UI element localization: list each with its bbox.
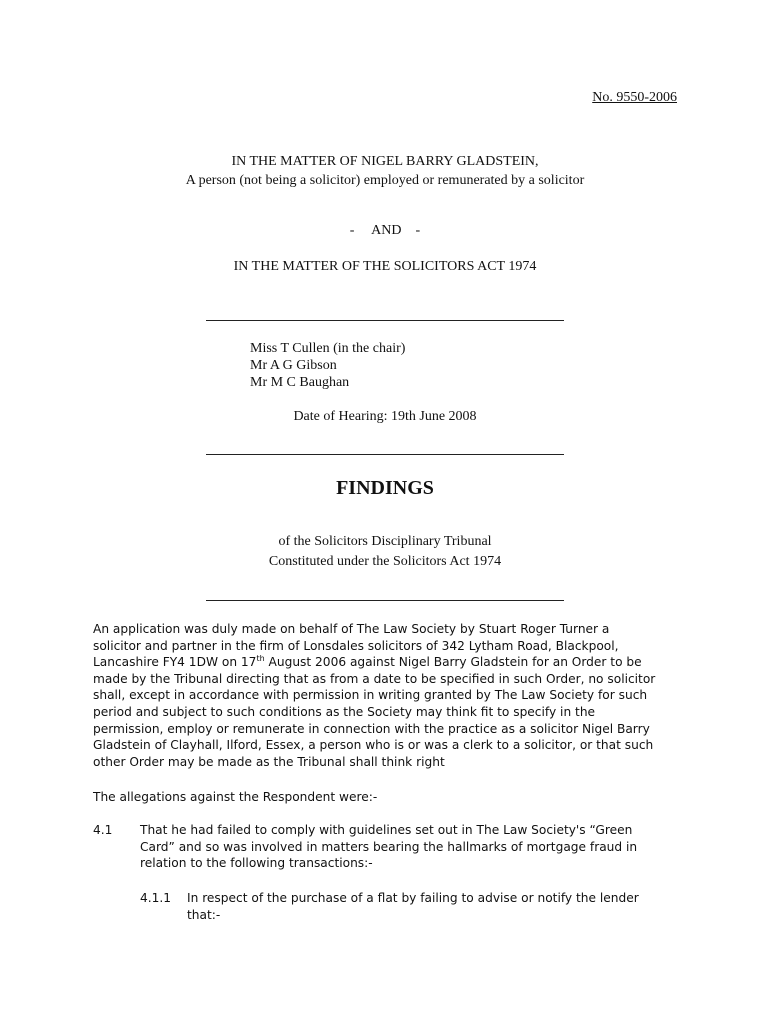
paragraph-line: An application was duly made on behalf of The Law Society by Stuart Roger Turner a [93,622,610,636]
paragraph-line: permission, employ or remunerate in connection with the practice as a solicitor Nigel Barry [93,721,650,736]
paragraph-line: other Order may be made as the Tribunal shall think right [93,754,445,769]
matter-subheading: A person (not being a solicitor) employed or remunerated by a solicitor [185,173,585,188]
paragraph-line: solicitor and partner in the firm of Lonsdales solicitors of 342 Lytham Road, Blackpool, [93,638,619,653]
allegation-line: Card” and so was involved in matters bearing the hallmarks of mortgage fraud in [140,839,638,854]
allegation-line: relation to the following transactions:- [140,856,373,871]
paragraph-line [93,654,683,671]
paragraph-line: made by the Tribunal directing that as from a date to be specified in such Order, no solicitor [93,671,656,686]
sub-allegation-number: 4.1.1 [140,891,172,905]
panel-member: Mr M C Baughan [250,375,350,390]
paragraph-line: shall, except in accordance with permission in writing granted by The Law Society for such [93,688,648,703]
paragraph-line: Gladstein of Clayhall, Ilford, Essex, a person who is or was a clerk to a solicitor, or that such [93,738,654,753]
paragraph-text: Lancashire FY4 1DW on 17 [93,655,257,670]
act-heading: IN THE MATTER OF THE SOLICITORS ACT 1974 [233,259,537,274]
divider-rule [206,454,564,455]
tribunal-line: Constituted under the Solicitors Act 1974 [268,554,502,569]
panel-member: Miss T Cullen (in the chair) [250,341,406,356]
divider-rule [206,320,564,321]
paragraph-line: period and subject to such conditions as the Society may think fit to specify in the [93,704,596,719]
paragraph-text: August 2006 against Nigel Barry Gladstein for an Order to be [264,655,642,670]
allegation-line: That he had failed to comply with guidelines set out in The Law Society's “Green [140,823,633,837]
sub-allegation-text [187,890,682,923]
allegations-intro: The allegations against the Respondent were:- [93,790,378,804]
panel-member: Mr A G Gibson [250,358,337,373]
case-number: No. 9550-2006 [592,90,677,105]
ordinal-suffix: th [256,654,265,664]
findings-title: FINDINGS [336,477,434,499]
divider-rule [206,600,564,601]
application-paragraph [93,621,683,770]
allegation-line: In respect of the purchase of a flat by failing to advise or notify the lender [187,891,639,905]
and-separator: - AND - [349,223,421,238]
hearing-date: Date of Hearing: 19th June 2008 [293,409,477,424]
allegation-line: that:- [187,907,221,922]
allegation-number: 4.1 [93,823,113,837]
tribunal-line: of the Solicitors Disciplinary Tribunal [278,534,492,549]
allegation-text [140,822,680,872]
matter-heading: IN THE MATTER OF NIGEL BARRY GLADSTEIN, [231,154,539,169]
